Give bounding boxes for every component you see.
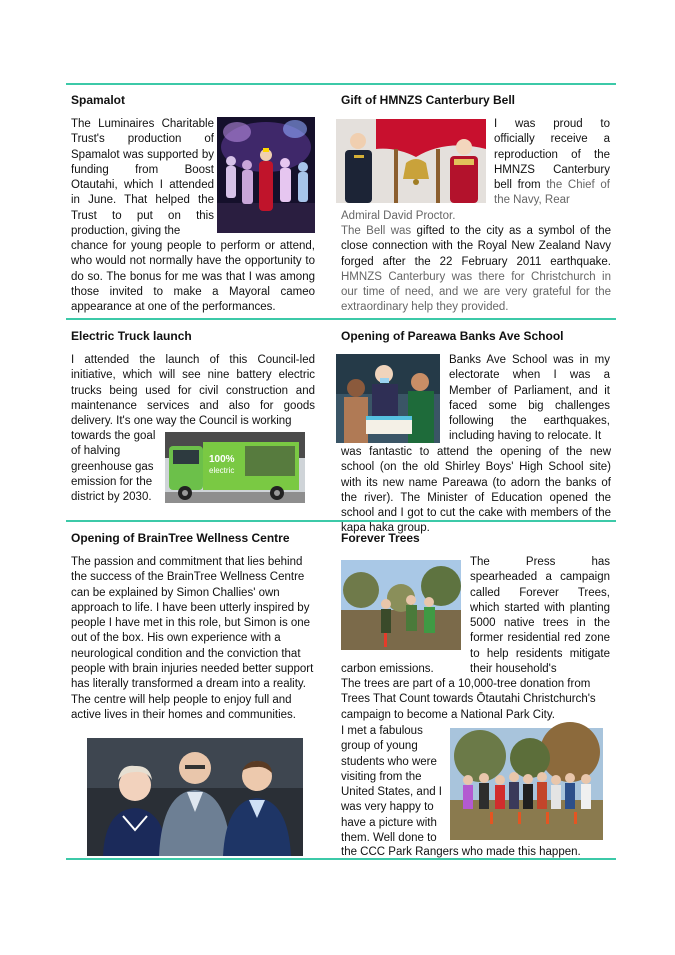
bell-text-wrap: [494, 117, 610, 209]
bell-title: Gift of HMNZS Canterbury Bell: [341, 93, 516, 107]
trees-text-wrap2: I met a fabulous group of young students who were visiting from the United States, and I was very happy to have a picture with them. Well done to: [341, 725, 443, 845]
trees-title: Forever Trees: [341, 531, 420, 545]
braintree-group-photo: [87, 738, 303, 856]
spamalot-text-full: chance for young people to perform or attend, who would not normally have the opportunity to do so. The bonus for me was that I was among those invited to make a Mayoral cameo appearance at one of the performances.: [71, 240, 315, 314]
braintree-text: The passion and commitment that lies behind the success of the BrainTree Wellness Centre can be explained by Simon Challies' own approach to life. I have been utterly inspired by people I have met in this role, but Simon is one out of the box. His own experience with a neurological condition and the conviction that people with brain injuries needed better support has literally transformed a dream into a reality. The centre will help people to enjoy full and active lives in their homes and communities.: [71, 556, 314, 721]
section-divider-top: [66, 83, 616, 85]
spamalot-text-wrap: The Luminaires Charitable Trust's production of Spamalot was supported by funding from Boost Otautahi, which I attended in June. That helped the Trust to put on this production, giving the: [71, 118, 214, 238]
spamalot-title: Spamalot: [71, 93, 126, 107]
trees-section: [336, 531, 616, 858]
truck-sign-percent: 100%: [209, 454, 235, 465]
truck-section: [66, 329, 322, 517]
bell-text-full-a: The Bell was: [341, 225, 417, 237]
truck-text-wrap: towards the goal of halving greenhouse gas emission for the district by 2030.: [71, 430, 156, 504]
tree-planting-photo: [341, 560, 461, 650]
bell-text-wrap-b: the Chief of the Navy, Rear: [494, 179, 610, 207]
trees-text-wrap: The Press has spearheaded a campaign called Forever Trees, which started with planting 5000 native trees in the former residential red zone to help residents mitigate their household's: [470, 556, 610, 676]
bell-text-wrap-a: I was proud to officially receive a reproduction of the HMNZS Canterbury bell from: [494, 118, 610, 192]
braintree-title: Opening of BrainTree Wellness Centre: [71, 531, 290, 545]
trees-line-final: the CCC Park Rangers who made this happen.: [341, 846, 581, 858]
spamalot-stage-photo: [217, 117, 315, 233]
electric-truck-photo: [165, 432, 305, 503]
pareawa-section: [336, 329, 616, 535]
pareawa-text-full: was fantastic to attend the opening of the new school (on the old Shirley Boys' High School site) with its new name Pareawa (to adorn the banks of the river). The Minister of Education opened the school and I got to cut the cake with members of the kapa haka group.: [341, 446, 611, 535]
braintree-section: [66, 531, 322, 856]
spamalot-section: [66, 93, 322, 315]
truck-text-full: I attended the launch of this Council-led initiative, which will see nine battery electric trucks being used for civil construction and maintenance services and also for goods delivery. It's one way the Council is working: [71, 354, 315, 428]
bell-text-full: [341, 224, 611, 316]
bell-text-full-b: gifted to the city as a symbol of the close connection with the Royal New Zealand Navy forged after the 22 February 2011 earthquake.: [341, 225, 611, 268]
bell-section: [336, 93, 616, 317]
school-cake-cutting-photo: [336, 354, 440, 443]
pareawa-title: Opening of Pareawa Banks Ave School: [341, 329, 564, 343]
bell-ceremony-photo: [336, 119, 486, 203]
section-divider-row1: [66, 318, 616, 320]
bell-line-admiral: Admiral David Proctor.: [341, 210, 456, 222]
students-group-photo: [450, 728, 603, 840]
trees-text-mid: The trees are part of a 10,000-tree donation from Trees That Count towards Ōtautahi Christchurch's campaign to become a National Park City.: [341, 678, 596, 721]
truck-sign-electric: electric: [209, 466, 235, 475]
pareawa-text-wrap: Banks Ave School was in my electorate when I was a Member of Parliament, and it faced some big challenges following the earthquakes, including having to relocate. It: [449, 354, 610, 443]
bell-text-full-c: HMNZS Canterbury was there for Christchurch in our time of need, and we are very grateful for the extraordinary help they provided.: [341, 270, 611, 314]
trees-line-carbon: carbon emissions.: [341, 663, 434, 675]
truck-title: Electric Truck launch: [71, 329, 192, 343]
